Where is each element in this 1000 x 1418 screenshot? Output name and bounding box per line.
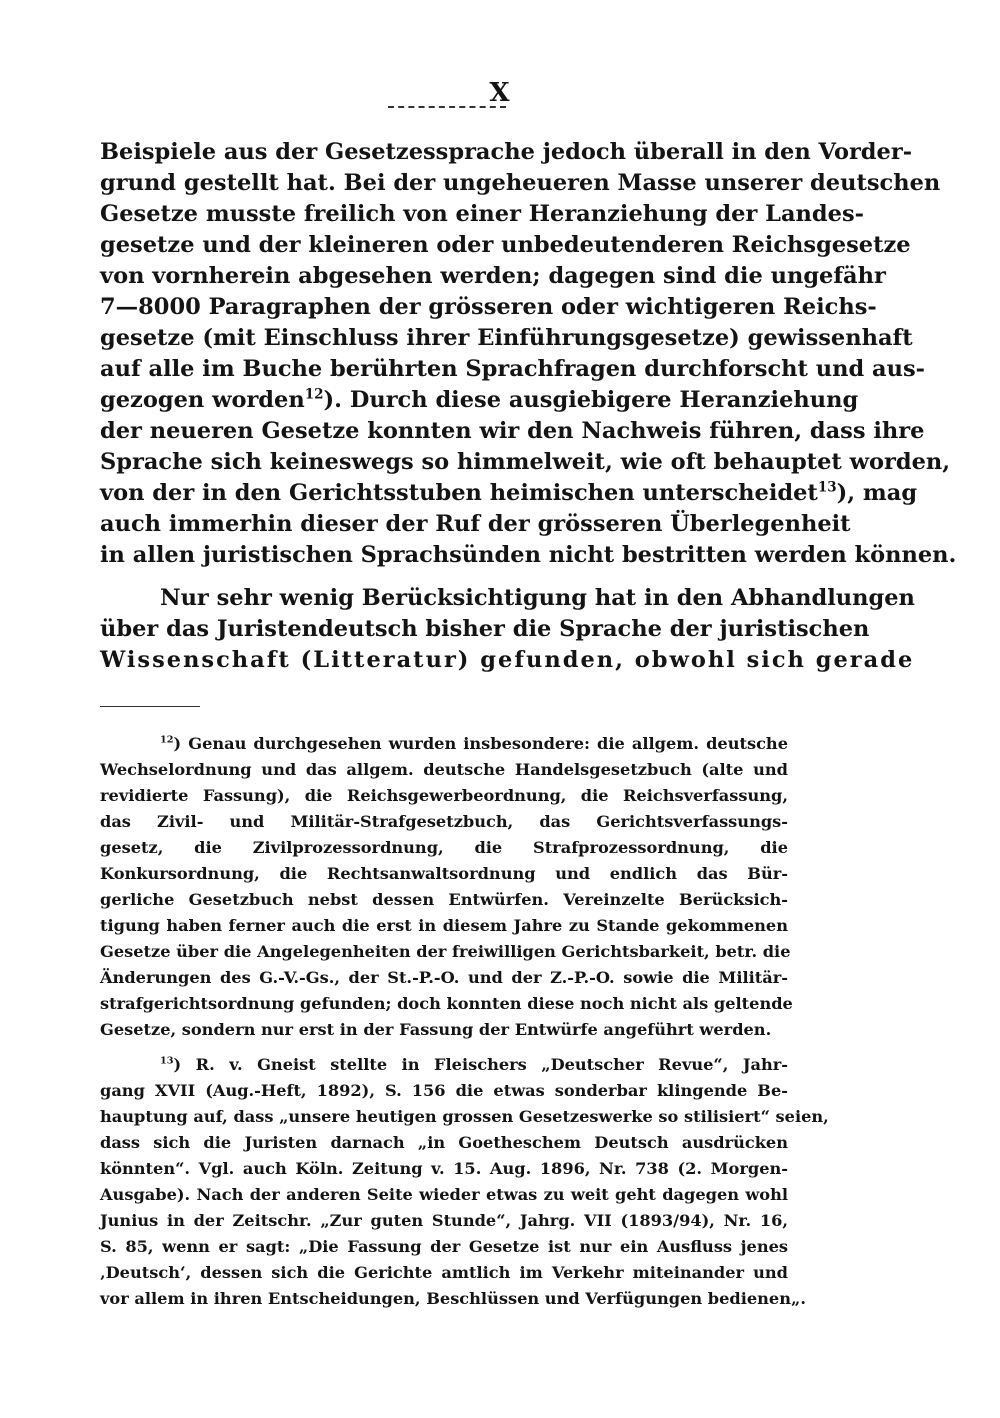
footnote-line: Konkursordnung, die Rechtsanwaltsordnung und endlich das Bür- <box>100 864 788 883</box>
footnote-line: Wechselordnung und das allgem. deutsche Handelsgesetzbuch (alte und <box>100 760 788 779</box>
body-line: auch immerhin dieser der Ruf der grösseren Überlegenheit <box>100 511 851 537</box>
body-line: Nur sehr wenig Berücksichtigung hat in den Abhandlungen <box>160 585 915 611</box>
body-line: grund gestellt hat. Bei der ungeheueren Masse unserer deutschen <box>100 170 941 196</box>
page-number: X <box>489 78 511 108</box>
body-line: auf alle im Buche berührten Sprachfragen durchforscht und aus- <box>100 356 925 382</box>
text-segment: von der in den Gerichtsstuben heimischen unterscheidet <box>100 480 818 506</box>
footnote-marker: 12 <box>160 734 174 746</box>
footnote-line: Änderungen des G.-V.-Gs., der St.-P.-O. und der Z.-P.-O. sowie die Militär- <box>100 968 788 987</box>
body-line: gesetze und der kleineren oder unbedeutenderen Reichsgesetze <box>100 232 911 258</box>
body-line: Sprache sich keineswegs so himmelweit, wie oft behauptet worden, <box>100 449 951 475</box>
footnote-line: Gesetze über die Angelegenheiten der freiwilligen Gerichtsbarkeit, betr. die <box>100 942 791 961</box>
body-line: gesetze (mit Einschluss ihrer Einführungsgesetze) gewissenhaft <box>100 325 913 351</box>
footnote-line: S. 85, wenn er sagt: „Die Fassung der Gesetze ist nur ein Ausfluss jenes <box>100 1237 788 1256</box>
header-rule <box>388 106 506 108</box>
footnote-line <box>160 736 788 752</box>
text-segment: ) R. v. Gneist stellte in Fleischers „Deutscher Revue“, Jahr- <box>173 1055 788 1074</box>
footnote-line <box>160 1057 788 1073</box>
body-line: Gesetze musste freilich von einer Heranziehung der Landes- <box>100 201 864 227</box>
body-line: Beispiele aus der Gesetzessprache jedoch überall in den Vorder- <box>100 139 913 165</box>
footnote-line: revidierte Fassung), die Reichsgewerbeordnung, die Reichsverfassung, <box>100 786 788 805</box>
footnote-line: tigung haben ferner auch die erst in diesem Jahre zu Stande gekommenen <box>100 916 788 935</box>
footnote-line: Gesetze, sondern nur erst in der Fassung der Entwürfe angeführt werden. <box>100 1020 772 1039</box>
body-line: Wissenschaft (Litteratur) gefunden, obwohl sich gerade <box>100 647 915 673</box>
footnote-line: strafgerichtsordnung gefunden; doch konnten diese noch nicht als geltende <box>100 994 793 1013</box>
text-segment: ), mag <box>836 480 918 506</box>
footnote-line: Ausgabe). Nach der anderen Seite wieder etwas zu weit geht dagegen wohl <box>100 1185 788 1204</box>
footnote-line: dass sich die Juristen darnach „in Goetheschem Deutsch ausdrücken <box>100 1133 788 1152</box>
text-segment: gezogen worden <box>100 387 305 413</box>
body-line: in allen juristischen Sprachsünden nicht bestritten werden können. <box>100 542 957 568</box>
footnote-line: ‚Deutsch‘, dessen sich die Gerichte amtlich im Verkehr miteinander und <box>100 1263 788 1282</box>
footnote-ref-13[interactable]: 13 <box>817 479 837 496</box>
body-line: der neueren Gesetze konnten wir den Nachweis führen, dass ihre <box>100 418 925 444</box>
body-line: von vornherein abgesehen werden; dagegen sind die ungefähr <box>100 263 886 289</box>
footnote-line: gesetz, die Zivilprozessordnung, die Strafprozessordnung, die <box>100 838 788 857</box>
footnote-line: das Zivil- und Militär-Strafgesetzbuch, das Gerichtsverfassungs- <box>100 812 788 831</box>
footnote-ref-12[interactable]: 12 <box>304 386 324 403</box>
footnote-line: vor allem in ihren Entscheidungen, Beschlüssen und Verfügungen bedienen„. <box>100 1289 806 1308</box>
footnote-rule <box>100 706 200 707</box>
body-line: 7—8000 Paragraphen der grösseren oder wichtigeren Reichs- <box>100 294 877 320</box>
text-segment: ) Genau durchgesehen wurden insbesondere: die allgem. deutsche <box>173 734 788 753</box>
footnote-line: gerliche Gesetzbuch nebst dessen Entwürfen. Vereinzelte Berücksich- <box>100 890 788 909</box>
footnote-line: Junius in der Zeitschr. „Zur guten Stunde“, Jahrg. VII (1893/94), Nr. 16, <box>100 1211 788 1230</box>
text-segment: ). Durch diese ausgiebigere Heranziehung <box>323 387 859 413</box>
footnote-line: gang XVII (Aug.-Heft, 1892), S. 156 die etwas sonderbar klingende Be- <box>100 1081 788 1100</box>
body-line <box>100 479 918 506</box>
body-line <box>100 386 859 413</box>
footnote-line: könnten“. Vgl. auch Köln. Zeitung v. 15. Aug. 1896, Nr. 738 (2. Morgen- <box>100 1159 788 1178</box>
footnote-line: hauptung auf, dass „unsere heutigen grossen Gesetzeswerke so stilisiert“ seien, <box>100 1107 829 1126</box>
body-line: über das Juristendeutsch bisher die Sprache der juristischen <box>100 616 870 642</box>
footnote-marker: 13 <box>160 1055 174 1067</box>
